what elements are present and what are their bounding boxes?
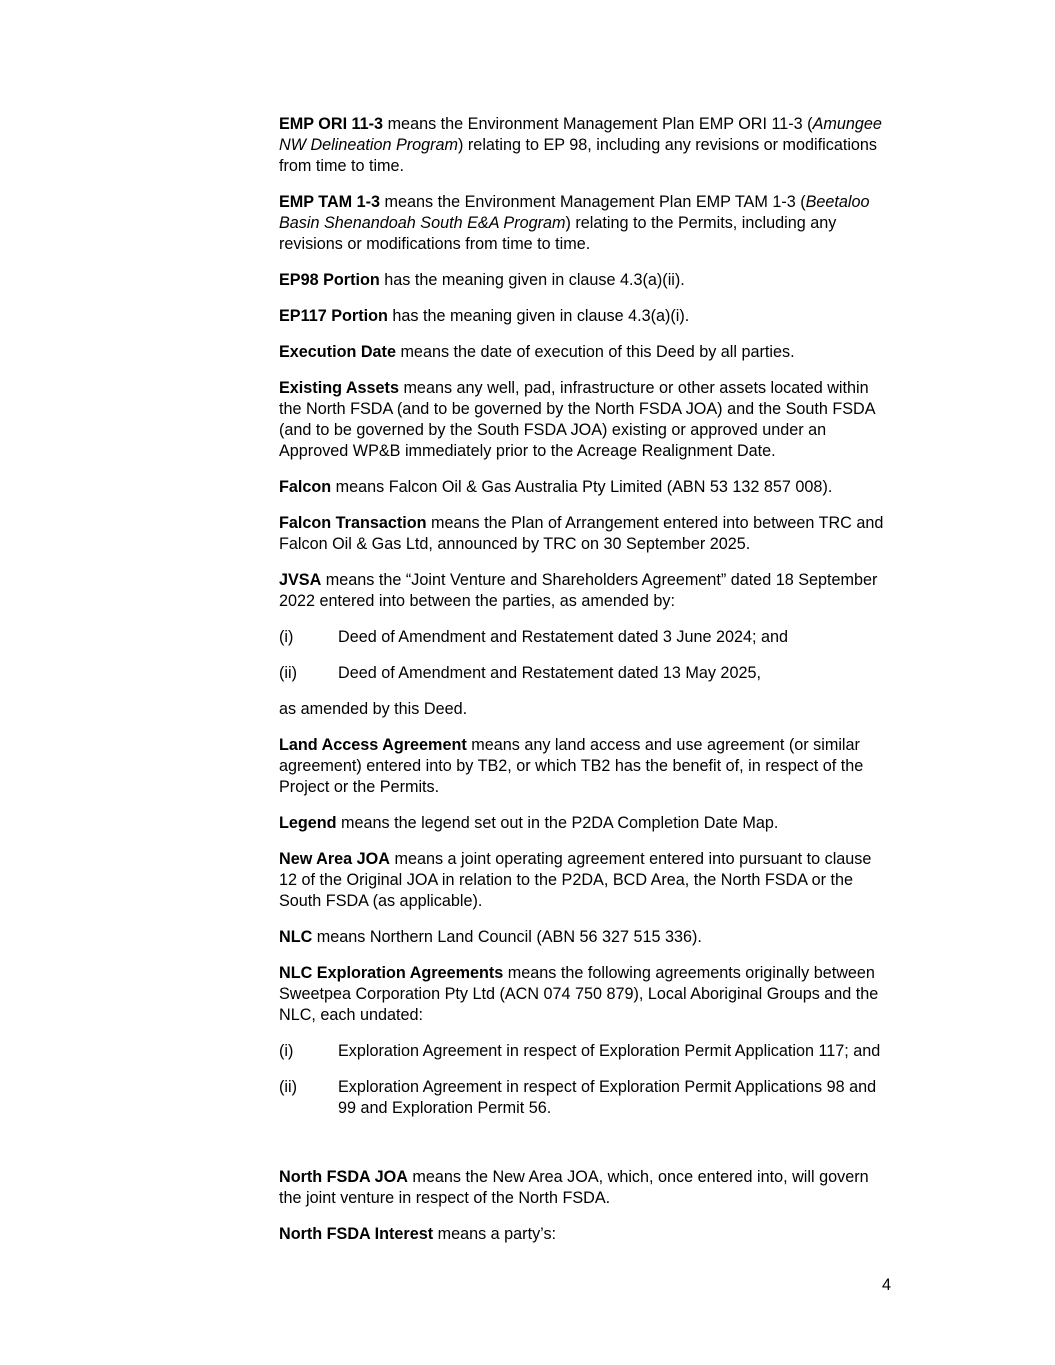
page-number: 4 bbox=[882, 1276, 892, 1294]
paragraph bbox=[279, 306, 889, 327]
text-run: means the Environment Management Plan EMP TAM 1-3 ( bbox=[380, 193, 806, 211]
list-item bbox=[279, 1041, 889, 1062]
defined-term: Legend bbox=[279, 814, 337, 832]
italic-text: Amungee NW Delineation Program bbox=[279, 115, 882, 154]
document-content bbox=[279, 114, 889, 1260]
paragraph bbox=[279, 927, 889, 948]
text-run: means Northern Land Council (ABN 56 327 515 336). bbox=[312, 928, 702, 946]
text-run: means the legend set out in the P2DA Completion Date Map. bbox=[336, 814, 779, 832]
defined-term: EMP ORI 11-3 bbox=[279, 115, 384, 133]
text-run: means any well, pad, infrastructure or other assets located within the North FSDA (and to be governed by the North FSDA JOA) and the South FSDA (and to be governed by the South FSDA JOA) existing or approved under an Approved WP&B immediately prior to the Acreage Realignment Date. bbox=[279, 379, 875, 460]
defined-term: Execution Date bbox=[279, 343, 396, 361]
list-marker: (ii) bbox=[279, 1078, 297, 1096]
defined-term: North FSDA JOA bbox=[279, 1168, 408, 1186]
paragraph bbox=[279, 342, 889, 363]
vertical-spacer bbox=[279, 1134, 889, 1167]
list-text bbox=[338, 1078, 876, 1117]
list-item bbox=[279, 1077, 889, 1119]
text-run: Exploration Agreement in respect of Exploration Permit Applications 98 and 99 and Exploration Permit 56. bbox=[338, 1078, 877, 1117]
text-run: has the meaning given in clause 4.3(a)(ii). bbox=[379, 271, 685, 289]
paragraph bbox=[279, 570, 889, 612]
defined-term: EP98 Portion bbox=[279, 271, 380, 289]
italic-text: Beetaloo Basin Shenandoah South E&A Program bbox=[279, 193, 870, 232]
defined-term: North FSDA Interest bbox=[279, 1225, 434, 1243]
text-run: means the following agreements originally between Sweetpea Corporation Pty Ltd (ACN 074 750 879), Local Aboriginal Groups and the NLC, each undated: bbox=[279, 964, 879, 1024]
text-run: means the Environment Management Plan EMP ORI 11-3 ( bbox=[383, 115, 813, 133]
paragraph bbox=[279, 813, 889, 834]
list-text bbox=[338, 1042, 880, 1060]
defined-term: EMP TAM 1-3 bbox=[279, 193, 381, 211]
text-run: ) relating to EP 98, including any revisions or modifications from time to time. bbox=[279, 136, 878, 175]
text-run: means a joint operating agreement entered into pursuant to clause 12 of the Original JOA in relation to the P2DA, BCD Area, the North FSDA or the South FSDA (as applicable). bbox=[279, 850, 872, 910]
text-run: means the date of execution of this Deed by all parties. bbox=[395, 343, 795, 361]
paragraph bbox=[279, 699, 889, 720]
text-run: Exploration Agreement in respect of Exploration Permit Application 117; and bbox=[338, 1042, 881, 1060]
text-run: ) relating to the Permits, including any revisions or modifications from time to time. bbox=[279, 214, 837, 253]
defined-term: Land Access Agreement bbox=[279, 736, 467, 754]
paragraph bbox=[279, 1224, 889, 1245]
paragraph bbox=[279, 1167, 889, 1209]
paragraph bbox=[279, 963, 889, 1026]
text-run: Deed of Amendment and Restatement dated 13 May 2025, bbox=[338, 664, 761, 682]
defined-term: EP117 Portion bbox=[279, 307, 388, 325]
list-marker: (i) bbox=[279, 628, 294, 646]
text-run: means any land access and use agreement (or similar agreement) entered into by TB2, or which TB2 has the benefit of, in respect of the Project or the Permits. bbox=[279, 736, 864, 796]
paragraph bbox=[279, 477, 889, 498]
list-item bbox=[279, 663, 889, 684]
defined-term: NLC bbox=[279, 928, 313, 946]
list-marker: (ii) bbox=[279, 664, 297, 682]
text-run: Deed of Amendment and Restatement dated 3 June 2024; and bbox=[338, 628, 788, 646]
list-text bbox=[338, 628, 788, 646]
text-run: has the meaning given in clause 4.3(a)(i). bbox=[387, 307, 690, 325]
defined-term: Existing Assets bbox=[279, 379, 399, 397]
paragraph bbox=[279, 114, 889, 177]
list-marker: (i) bbox=[279, 1042, 294, 1060]
text-run: means the New Area JOA, which, once entered into, will govern the joint venture in respect of the North FSDA. bbox=[279, 1168, 869, 1207]
paragraph bbox=[279, 513, 889, 555]
text-run: means the Plan of Arrangement entered into between TRC and Falcon Oil & Gas Ltd, announced by TRC on 30 September 2025. bbox=[279, 514, 884, 553]
defined-term: Falcon bbox=[279, 478, 332, 496]
paragraph bbox=[279, 735, 889, 798]
list-item bbox=[279, 627, 889, 648]
defined-term: Falcon Transaction bbox=[279, 514, 427, 532]
defined-term: NLC Exploration Agreements bbox=[279, 964, 504, 982]
defined-term: JVSA bbox=[279, 571, 322, 589]
defined-term: New Area JOA bbox=[279, 850, 390, 868]
paragraph bbox=[279, 849, 889, 912]
text-run: means Falcon Oil & Gas Australia Pty Limited (ABN 53 132 857 008). bbox=[331, 478, 833, 496]
list-text bbox=[338, 664, 761, 682]
paragraph bbox=[279, 192, 889, 255]
text-run: means the “Joint Venture and Shareholders Agreement” dated 18 September 2022 entered into between the parties, as amended by: bbox=[279, 571, 878, 610]
text-run: as amended by this Deed. bbox=[279, 700, 468, 718]
paragraph bbox=[279, 378, 889, 462]
text-run: means a party’s: bbox=[433, 1225, 557, 1243]
paragraph bbox=[279, 270, 889, 291]
